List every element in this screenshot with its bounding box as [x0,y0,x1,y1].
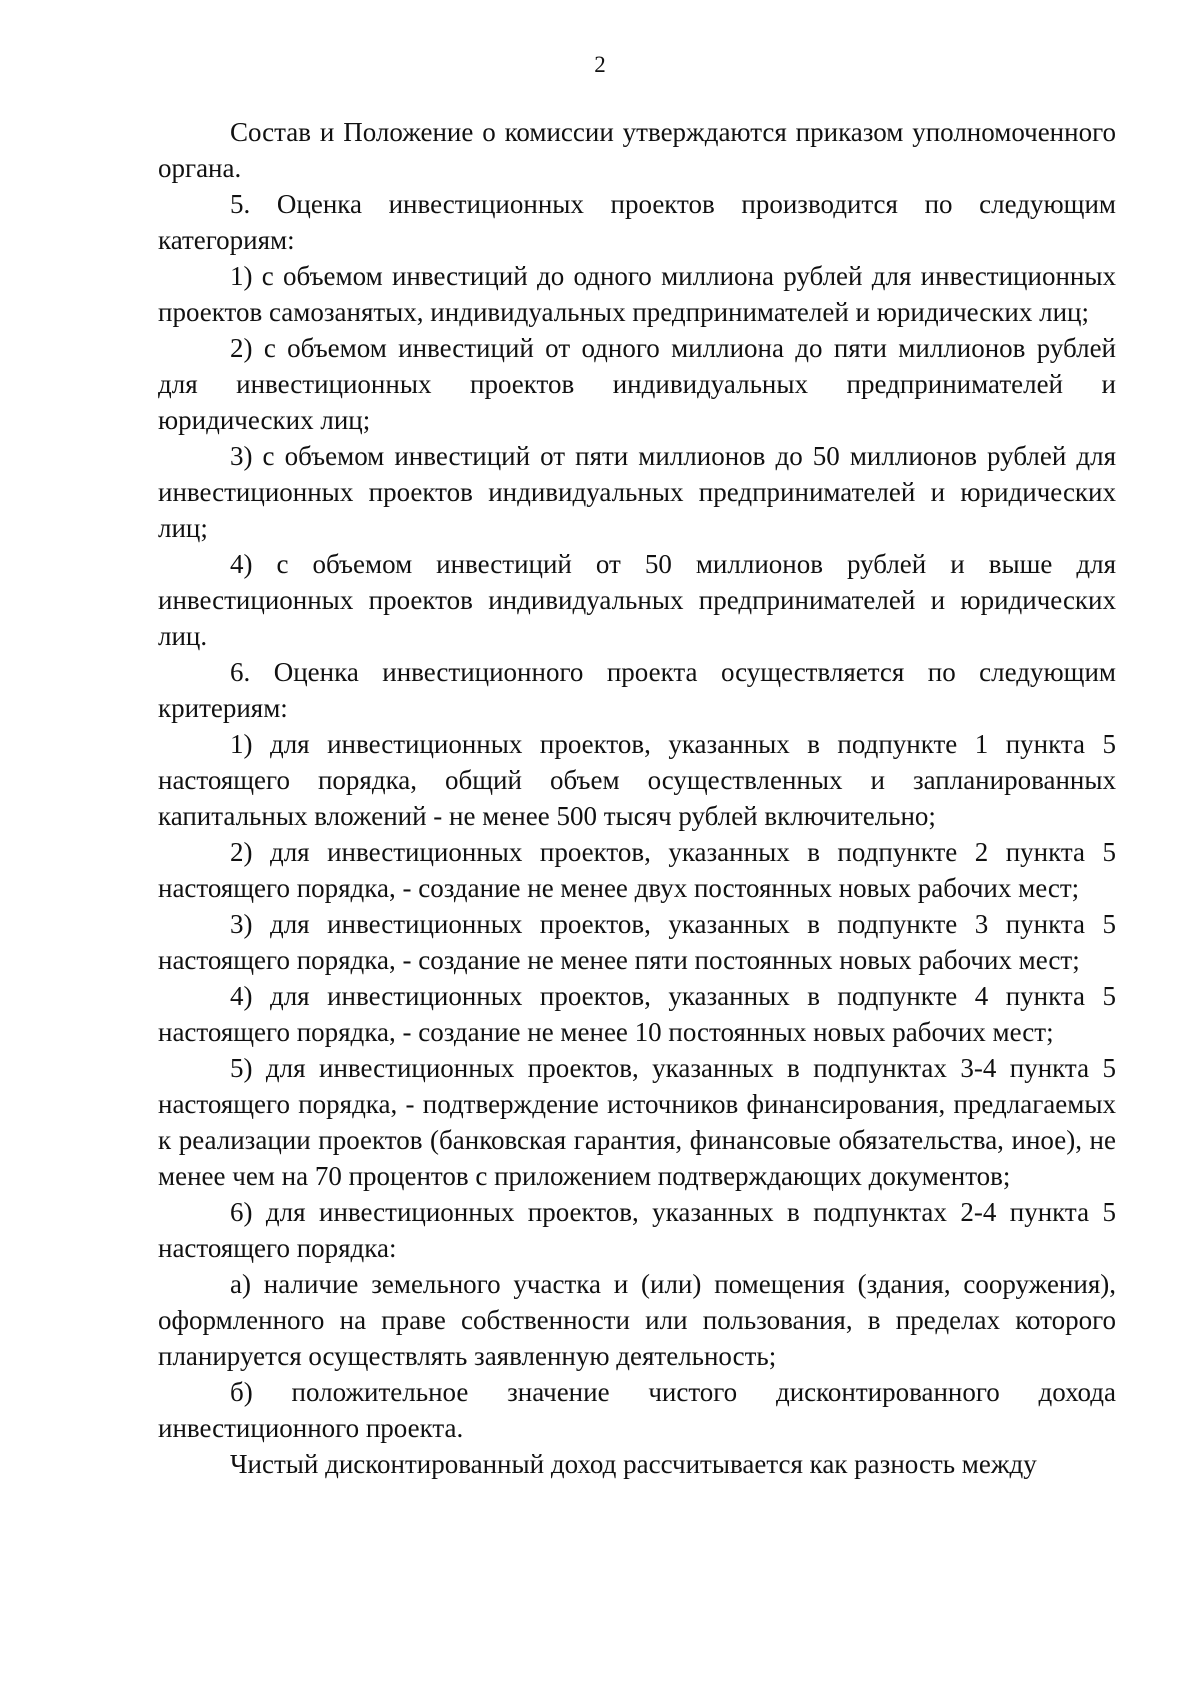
paragraph-composition: Состав и Положение о комиссии утверждаются приказом уполномоченного органа. [158,117,1116,183]
paragraph-category-2: 2) с объемом инвестиций от одного миллиона до пяти миллионов рублей для инвестиционных проектов индивидуальных предпринимателей и юридических лиц; [158,333,1116,435]
paragraph-category-3: 3) с объемом инвестиций от пяти миллионов до 50 миллионов рублей для инвестиционных проектов индивидуальных предпринимателей и юридических лиц; [158,441,1116,543]
paragraph-criterion-1: 1) для инвестиционных проектов, указанных в подпункте 1 пункта 5 настоящего порядка, общий объем осуществленных и запланированных капитальных вложений - не менее 500 тысяч рублей включительно; [158,729,1116,831]
paragraph-criterion-6b: б) положительное значение чистого дисконтированного дохода инвестиционного проекта. [158,1377,1116,1443]
paragraph-item-6: 6. Оценка инвестиционного проекта осуществляется по следующим критериям: [158,657,1116,723]
paragraph-criterion-5: 5) для инвестиционных проектов, указанных в подпунктах 3-4 пункта 5 настоящего порядка, - подтверждение источников финансирования, предлагаемых к реализации проектов (банковская гарантия, финансовые обязательства, иное), не менее чем на 70 процентов с приложением подтверждающих документов; [158,1053,1116,1191]
paragraph-criterion-3: 3) для инвестиционных проектов, указанных в подпункте 3 пункта 5 настоящего порядка, - создание не менее пяти постоянных новых рабочих мест; [158,909,1116,975]
paragraph-item-5: 5. Оценка инвестиционных проектов производится по следующим категориям: [158,189,1116,255]
page-number: 2 [594,52,606,77]
paragraph-criterion-4: 4) для инвестиционных проектов, указанных в подпункте 4 пункта 5 настоящего порядка, - создание не менее 10 постоянных новых рабочих мест; [158,981,1116,1047]
paragraph-category-1: 1) с объемом инвестиций до одного миллиона рублей для инвестиционных проектов самозанятых, индивидуальных предпринимателей и юридических лиц; [158,261,1116,327]
paragraph-criterion-6a: а) наличие земельного участка и (или) помещения (здания, сооружения), оформленного на праве собственности или пользования, в пределах которого планируется осуществлять заявленную деятельность; [158,1269,1116,1371]
paragraph-category-4: 4) с объемом инвестиций от 50 миллионов рублей и выше для инвестиционных проектов индивидуальных предпринимателей и юридических лиц. [158,549,1116,651]
paragraph-npv: Чистый дисконтированный доход рассчитывается как разность между [230,1449,1037,1479]
paragraph-criterion-6: 6) для инвестиционных проектов, указанных в подпунктах 2-4 пункта 5 настоящего порядка: [158,1197,1116,1263]
document-body [158,114,1116,1482]
paragraph-criterion-2: 2) для инвестиционных проектов, указанных в подпункте 2 пункта 5 настоящего порядка, - создание не менее двух постоянных новых рабочих мест; [158,837,1116,903]
